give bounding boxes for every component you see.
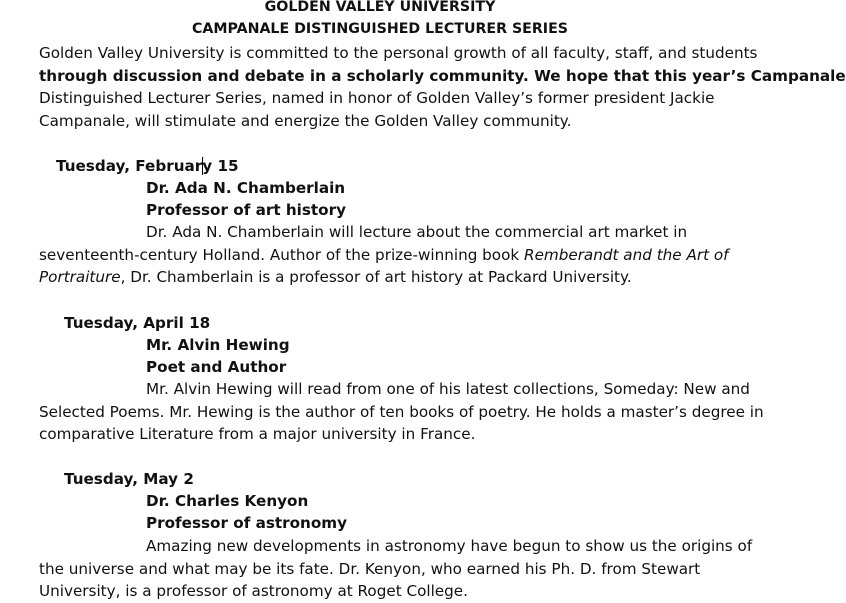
- event-description: [39, 221, 754, 289]
- book-title: Remberandt and the Art of: [524, 245, 729, 264]
- event-description: [39, 535, 754, 603]
- description-line: Selected Poems. Mr. Hewing is the author of ten books of poetry. He holds a master’s degree in: [39, 402, 764, 421]
- description-line: comparative Literature from a major university in France.: [39, 425, 476, 444]
- intro-line: Golden Valley University is committed to the personal growth of all faculty, staff, and students: [39, 44, 758, 62]
- intro-line: Distinguished Lecturer Series, named in honor of Golden Valley’s former president Jackie: [39, 89, 715, 108]
- book-title: Portraiture: [39, 268, 121, 287]
- description-line: Mr. Alvin Hewing will read from one of his latest collections, Someday: New and: [146, 380, 750, 398]
- description-line: Portraiture, Dr. Chamberlain is a professor of art history at Packard University.: [39, 268, 632, 287]
- document-title: GOLDEN VALLEY UNIVERSITY: [264, 0, 496, 15]
- description-line: University, is a professor of astronomy at Roget College.: [39, 582, 468, 601]
- event-date: Tuesday, February 15: [56, 157, 239, 175]
- event-date: Tuesday, April 18: [64, 314, 211, 332]
- event-speaker-title: Poet and Author: [146, 358, 287, 376]
- description-line: seventeenth-century Holland. Author of the prize-winning book Remberandt and the Art of: [39, 245, 729, 264]
- intro-line: Campanale, will stimulate and energize the Golden Valley community.: [39, 111, 572, 130]
- document-subtitle: CAMPANALE DISTINGUISHED LECTURER SERIES: [191, 21, 568, 37]
- intro-paragraph: [39, 42, 846, 132]
- event-speaker: Dr. Ada N. Chamberlain: [146, 179, 346, 197]
- description-line: the universe and what may be its fate. Dr. Kenyon, who earned his Ph. D. from Stewart: [39, 559, 701, 578]
- event-speaker-title: Professor of astronomy: [146, 514, 348, 532]
- event-speaker: Mr. Alvin Hewing: [146, 336, 290, 354]
- description-line: Amazing new developments in astronomy have begun to show us the origins of: [146, 537, 753, 555]
- description-line: Dr. Ada N. Chamberlain will lecture about the commercial art market in: [146, 223, 688, 241]
- intro-line: through discussion and debate in a scholarly community. We hope that this year’s Campanale: [39, 66, 846, 85]
- event-speaker: Dr. Charles Kenyon: [146, 492, 309, 510]
- event-speaker-title: Professor of art history: [146, 201, 347, 219]
- event-description: [39, 378, 764, 446]
- event-date: Tuesday, May 2: [64, 470, 194, 488]
